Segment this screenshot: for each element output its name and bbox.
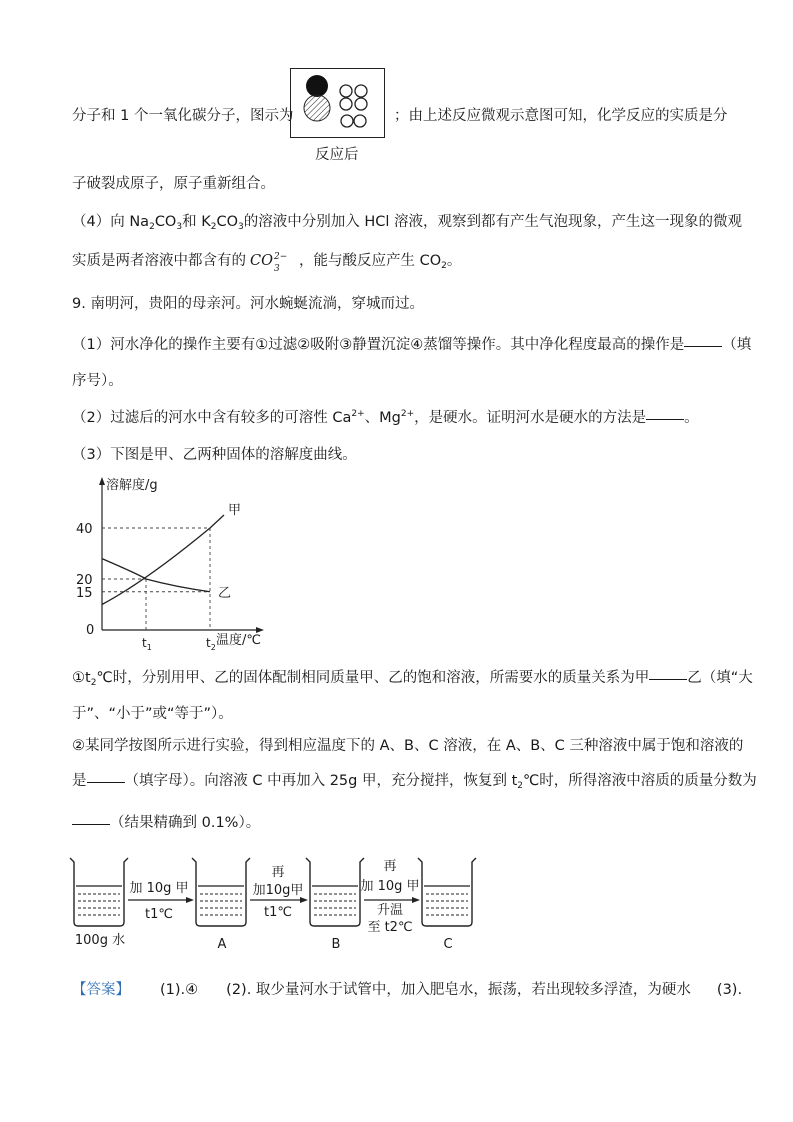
beaker-b [306,858,364,926]
beaker-b-label: B [331,937,341,952]
y-tick-label: 15 [76,585,93,601]
step3-heat: 升温 [376,903,404,918]
step3-temp: 至 t2℃ [367,920,413,935]
y-axis-arrow [99,477,105,485]
answer-line: 【答案】 (1).④ (2). 取少量河水于试管中，加入肥皂水，振荡，若出现较多浮渣，为硬水 (3). [72,982,743,998]
q9-3b-line-1: ②某同学按图所示进行实验，得到相应温度下的 A、B、C 溶液，在 A、B、C 三种溶液中属于饱和溶液的 [72,738,744,754]
step2-temp: t1℃ [264,905,292,920]
carbonate-ion: CO 2− 3 [250,252,288,274]
q4-line-1: （4）向 $Na_2CO_3$和 $K_2CO_3$的溶液中分别加入 HCl 溶液，观察到都有产生气泡现象，产生这一现象的微观 [72,214,743,232]
q9-3b-line-2: 是 （填字母）。向溶液 C 中再加入 25g 甲，充分搅拌，恢复到 $t_2℃$时，所得溶液中溶质的质量分数为 [72,773,757,791]
q9-3b-line-3: （结果精确到 0.1%）。 [72,811,260,832]
y-tick-label: 20 [76,573,93,588]
x-tick-label: $t_2$ [206,636,216,652]
y-tick-label: 40 [76,522,93,537]
solubility-chart [68,472,278,652]
step3-label: 加 10g 甲 [360,879,420,894]
answer-tag: 【答案】 [72,982,130,998]
answer-blank [87,781,125,783]
step2-label: 加10g甲 [252,883,304,898]
step1-label: 加 10g 甲 [129,881,189,896]
molecule-figure [291,69,383,136]
q9-1-line-2: 序号）。 [72,373,123,389]
q9-2-line: （2）过滤后的河水中含有较多的可溶性 $Ca^{2+}$、$Mg^{2+}$，是硬水。证明河水是硬水的方法是 。 [72,409,699,426]
step1-temp: t1℃ [145,907,173,922]
q9-1-line-1: （1）河水净化的操作主要有①过滤②吸附③静置沉淀④蒸馏等操作。其中净化程度最高的操作是 （填 [72,337,752,353]
answer-blank [646,418,684,420]
step2-again: 再 [271,865,285,880]
experiment-flow-diagram [68,852,488,957]
y-axis-label: 溶解度/g [106,478,158,493]
q9-intro: 9. 南明河，贵阳的母亲河。河水蜿蜒流淌，穿城而过。 [72,296,424,312]
answer-blank [684,345,722,347]
answer-blank [72,823,110,825]
x-tick-label: $t_1$ [142,636,152,652]
step3-again: 再 [383,859,397,874]
q9-3-line: （3）下图是甲、乙两种固体的溶解度曲线。 [72,447,357,463]
answer-blank [649,678,687,680]
x-axis-label: 温度/℃ [216,633,261,648]
beaker-c [418,858,476,926]
series-label: 甲 [228,503,242,518]
beaker-water [70,858,128,926]
beaker-c-label: C [443,937,453,952]
diagram-caption: 反应后 [315,147,359,163]
curve-yi [102,559,210,592]
q9-3a-line-1: $①t_2℃$时，分别用甲、乙的固体配制相同质量甲、乙的饱和溶液，所需要水的质量关系为甲 乙（填“大 [72,670,753,688]
y-tick-label: 0 [86,623,95,638]
beaker-a [192,858,250,926]
carbon-atom [306,75,328,97]
oxygen-atom [304,95,330,121]
paragraph-line-1a: 分子和 1 个一氧化碳分子，图示为 [72,108,294,124]
beaker-a-label: A [217,937,227,952]
paragraph-line-2: 子破裂成原子，原子重新组合。 [72,176,275,192]
series-label: 乙 [218,585,232,601]
q4-line-2: 实质是两者溶液中都含有的 CO 2− 3 ，能与酸反应产生 $CO_2$。 [72,252,462,274]
q9-3a-line-2: 于”、“小于”或“等于”）。 [72,706,233,722]
reaction-diagram [290,68,385,138]
beaker-water-label: 100g 水 [74,933,126,948]
paragraph-line-1b: ；由上述反应微观示意图可知，化学反应的实质是分 [394,108,728,124]
